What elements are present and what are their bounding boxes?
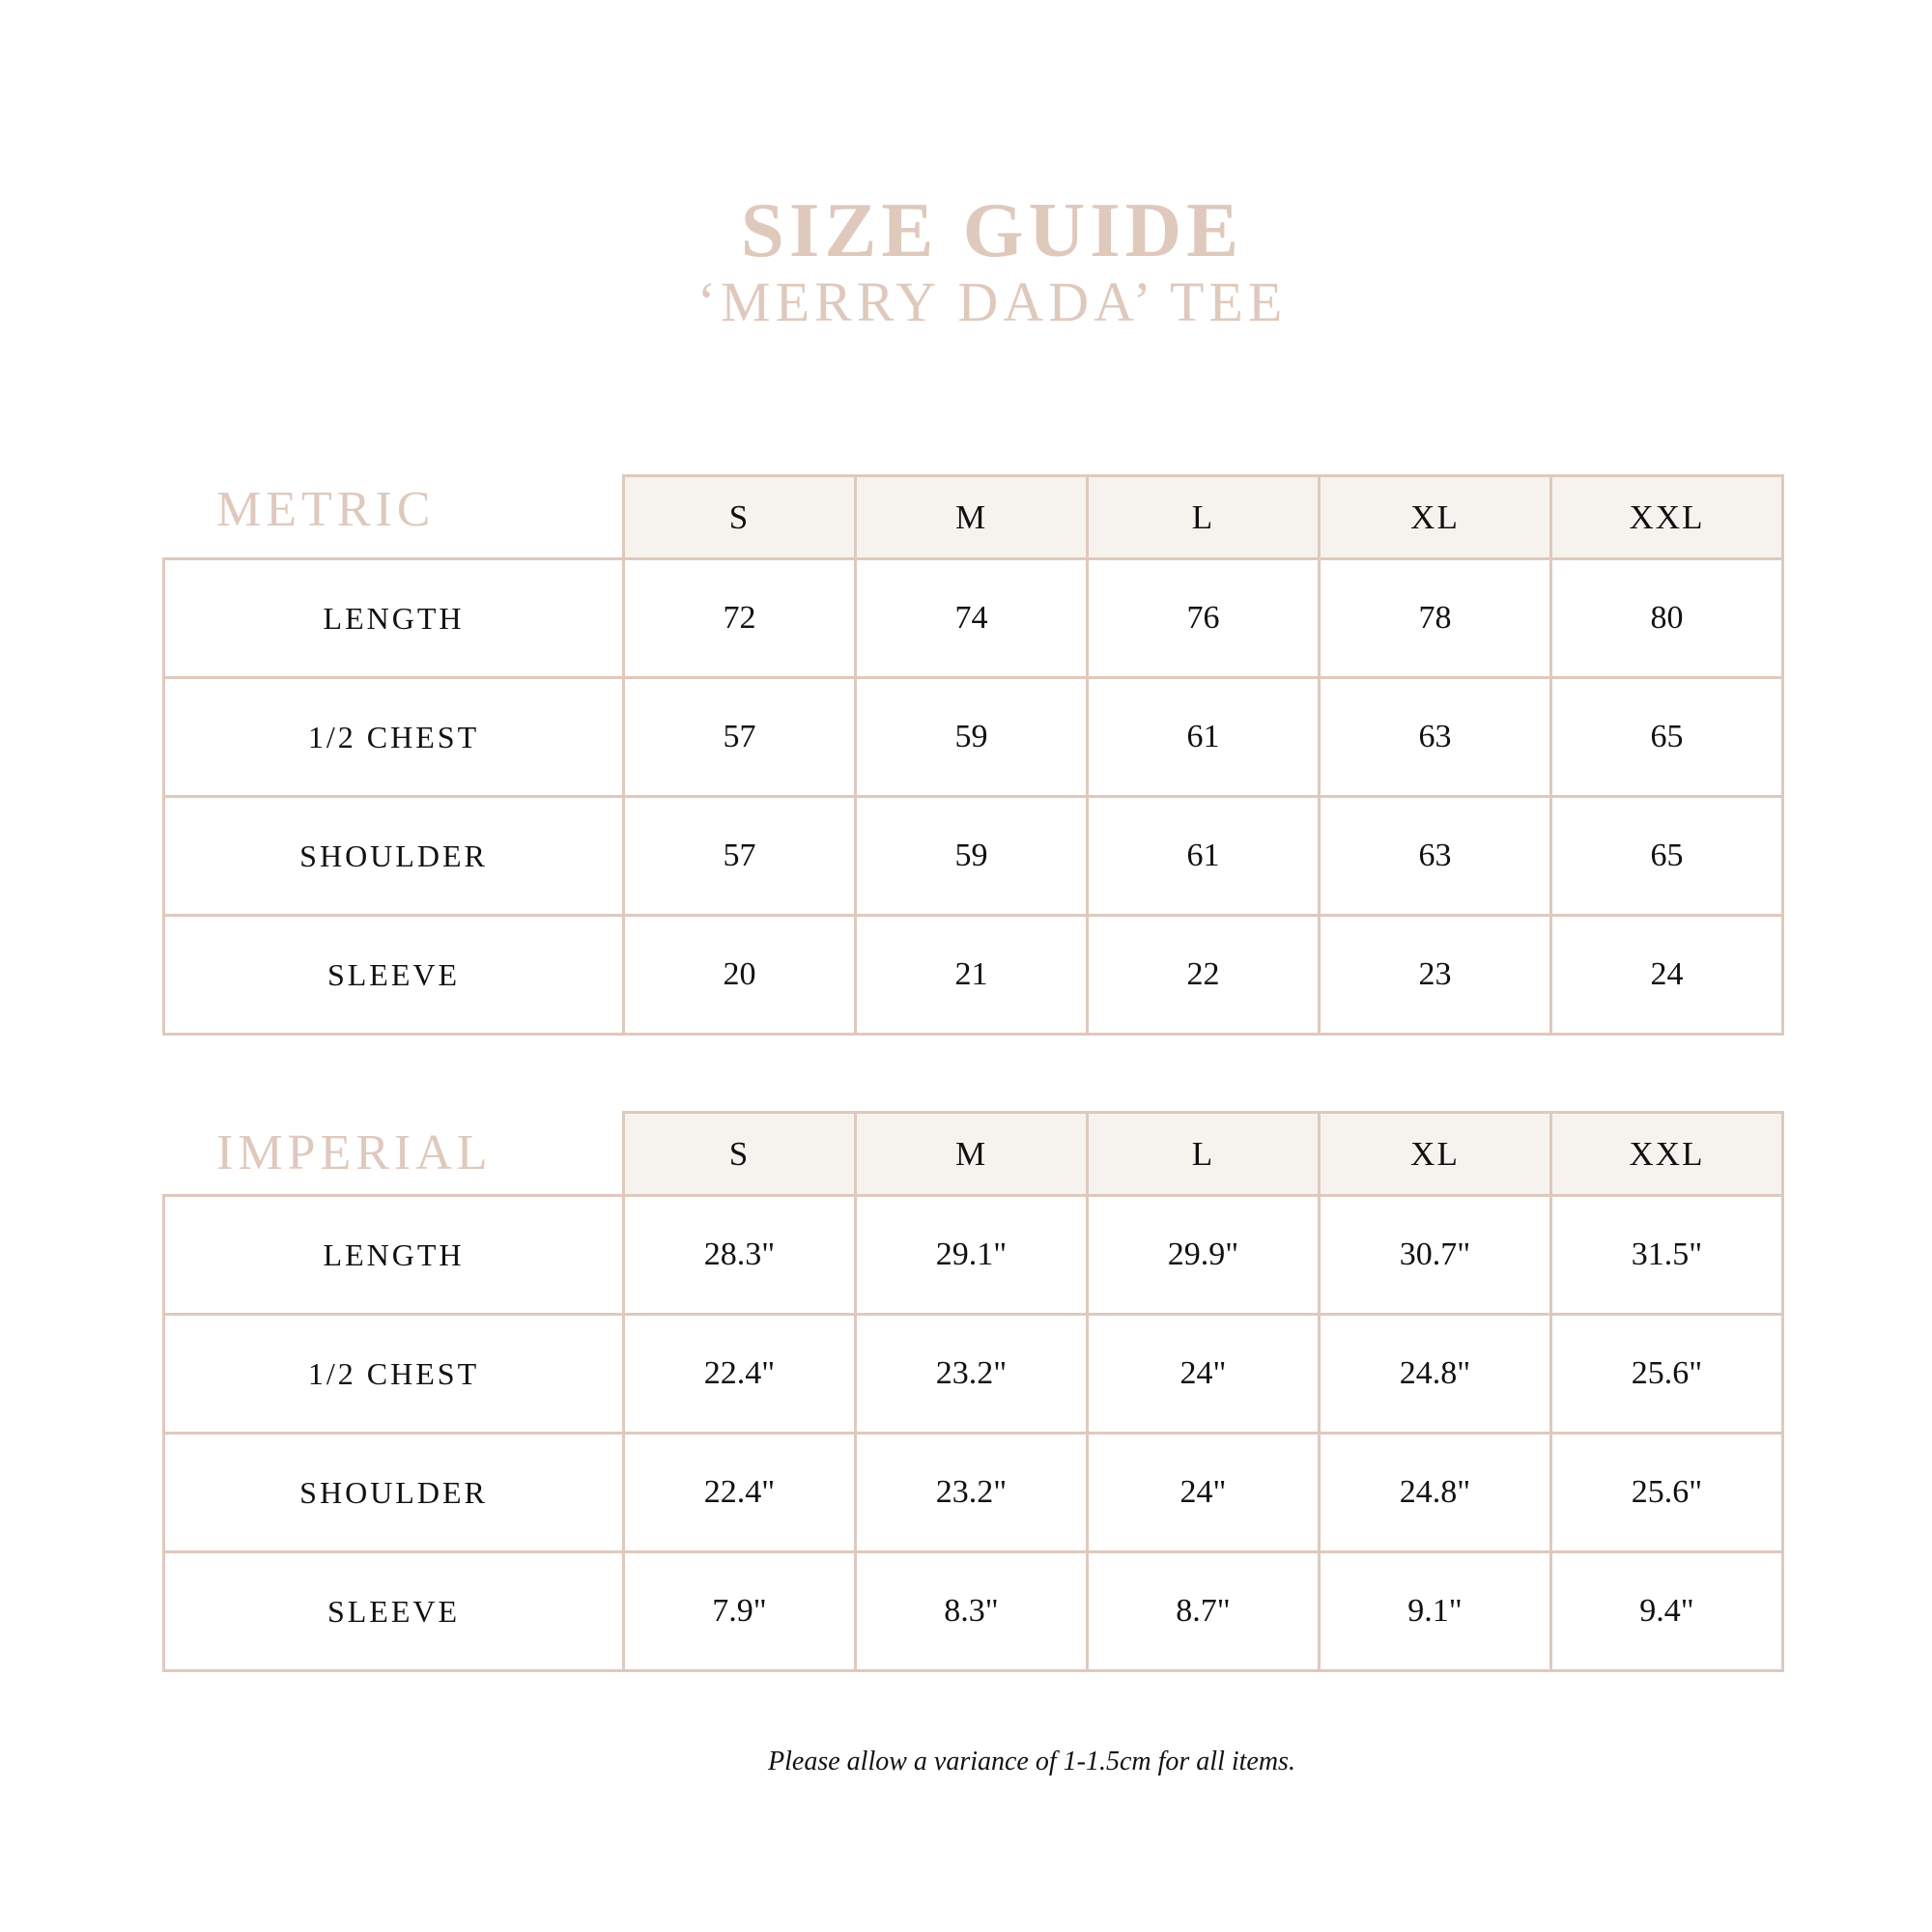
- metric-cell: 63: [1320, 678, 1551, 797]
- imperial-cell: 22.4": [624, 1434, 856, 1552]
- metric-cell: 24: [1551, 916, 1783, 1035]
- metric-cell: 72: [624, 559, 856, 678]
- imperial-cell: 29.1": [856, 1196, 1088, 1315]
- metric-header-blank: [164, 476, 624, 559]
- metric-size-table: [162, 474, 1784, 1036]
- imperial-cell: 22.4": [624, 1315, 856, 1434]
- metric-cell: 61: [1088, 678, 1320, 797]
- imperial-row-label: SHOULDER: [164, 1434, 624, 1552]
- metric-cell: 80: [1551, 559, 1783, 678]
- metric-cell: 59: [856, 678, 1088, 797]
- imperial-cell: 31.5": [1551, 1196, 1783, 1315]
- imperial-row-shoulder: [164, 1434, 1783, 1552]
- product-name: ‘MERRY DADA’ TEE: [696, 270, 1288, 333]
- metric-cell: 65: [1551, 797, 1783, 916]
- metric-cell: 21: [856, 916, 1088, 1035]
- metric-cell: 63: [1320, 797, 1551, 916]
- metric-size-m: M: [856, 476, 1088, 559]
- imperial-size-xxl: XXL: [1551, 1113, 1783, 1196]
- metric-row-sleeve: [164, 916, 1783, 1035]
- imperial-row-length: [164, 1196, 1783, 1315]
- imperial-cell: 9.4": [1551, 1552, 1783, 1671]
- imperial-size-s: S: [624, 1113, 856, 1196]
- metric-cell: 23: [1320, 916, 1551, 1035]
- metric-cell: 57: [624, 678, 856, 797]
- metric-size-s: S: [624, 476, 856, 559]
- imperial-cell: 23.2": [856, 1434, 1088, 1552]
- imperial-row-label: SLEEVE: [164, 1552, 624, 1671]
- imperial-cell: 8.7": [1088, 1552, 1320, 1671]
- metric-row-label: 1/2 CHEST: [164, 678, 624, 797]
- imperial-cell: 24": [1088, 1315, 1320, 1434]
- metric-row-chest: [164, 678, 1783, 797]
- metric-size-l: L: [1088, 476, 1320, 559]
- imperial-size-table: [162, 1111, 1784, 1672]
- imperial-row-label: LENGTH: [164, 1196, 624, 1315]
- metric-cell: 59: [856, 797, 1088, 916]
- imperial-cell: 28.3": [624, 1196, 856, 1315]
- imperial-cell: 24.8": [1320, 1315, 1551, 1434]
- page-title: SIZE GUIDE: [740, 186, 1244, 273]
- metric-row-label: SLEEVE: [164, 916, 624, 1035]
- imperial-cell: 9.1": [1320, 1552, 1551, 1671]
- metric-size-xxl: XXL: [1551, 476, 1783, 559]
- imperial-cell: 8.3": [856, 1552, 1088, 1671]
- imperial-cell: 24": [1088, 1434, 1320, 1552]
- imperial-header-blank: [164, 1113, 624, 1196]
- metric-cell: 74: [856, 559, 1088, 678]
- metric-cell: 20: [624, 916, 856, 1035]
- metric-row-label: LENGTH: [164, 559, 624, 678]
- metric-size-xl: XL: [1320, 476, 1551, 559]
- imperial-cell: 25.6": [1551, 1315, 1783, 1434]
- metric-row-shoulder: [164, 797, 1783, 916]
- metric-cell: 61: [1088, 797, 1320, 916]
- imperial-section-label: IMPERIAL: [216, 1125, 493, 1180]
- imperial-cell: 29.9": [1088, 1196, 1320, 1315]
- metric-row-label: SHOULDER: [164, 797, 624, 916]
- imperial-row-chest: [164, 1315, 1783, 1434]
- metric-row-length: [164, 559, 1783, 678]
- imperial-cell: 7.9": [624, 1552, 856, 1671]
- imperial-size-m: M: [856, 1113, 1088, 1196]
- imperial-cell: 24.8": [1320, 1434, 1551, 1552]
- metric-header-row: [164, 476, 1783, 559]
- metric-cell: 65: [1551, 678, 1783, 797]
- metric-cell: 76: [1088, 559, 1320, 678]
- imperial-row-label: 1/2 CHEST: [164, 1315, 624, 1434]
- imperial-cell: 30.7": [1320, 1196, 1551, 1315]
- imperial-cell: 25.6": [1551, 1434, 1783, 1552]
- imperial-size-xl: XL: [1320, 1113, 1551, 1196]
- metric-cell: 57: [624, 797, 856, 916]
- imperial-row-sleeve: [164, 1552, 1783, 1671]
- metric-cell: 78: [1320, 559, 1551, 678]
- imperial-cell: 23.2": [856, 1315, 1088, 1434]
- metric-cell: 22: [1088, 916, 1320, 1035]
- imperial-size-l: L: [1088, 1113, 1320, 1196]
- variance-note: Please allow a variance of 1-1.5cm for all items.: [768, 1747, 1295, 1776]
- metric-section-label: METRIC: [216, 482, 436, 537]
- imperial-header-row: [164, 1113, 1783, 1196]
